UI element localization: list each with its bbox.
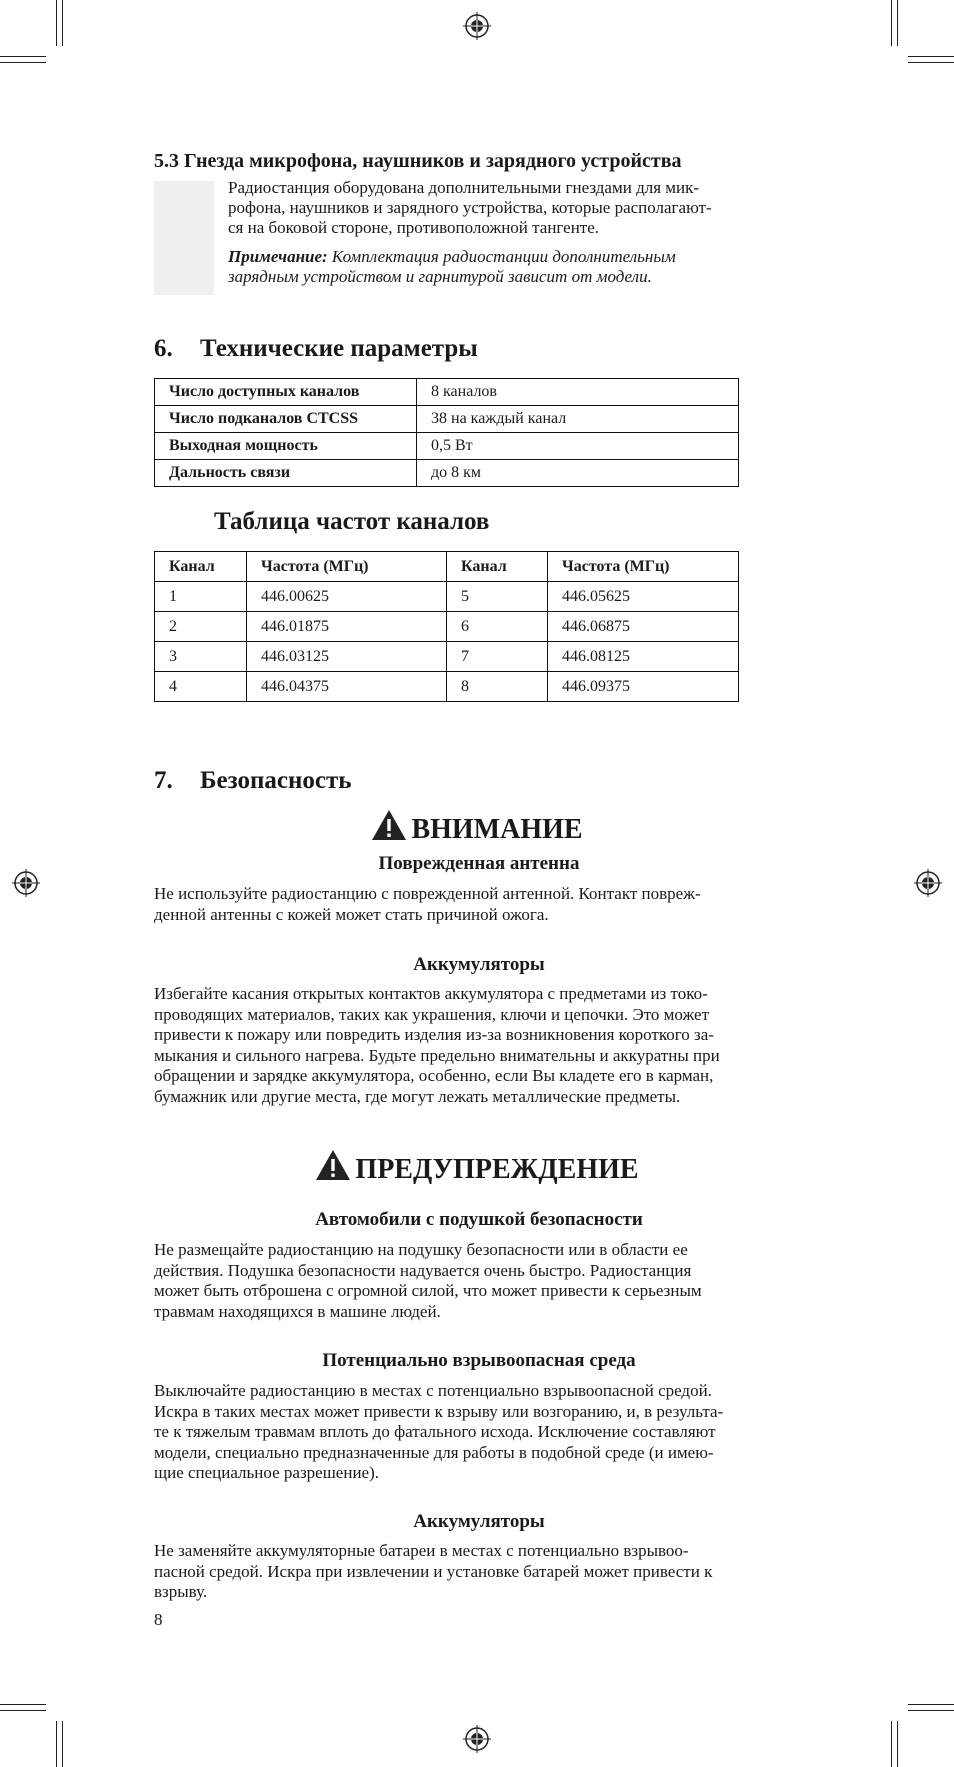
crop-mark <box>0 1704 46 1705</box>
crop-mark <box>908 1710 954 1711</box>
crop-mark <box>908 56 954 57</box>
registration-mark-icon <box>12 869 40 897</box>
section-7-heading: 7. Безопасность <box>154 767 352 794</box>
registration-mark-icon <box>463 12 491 40</box>
page-number: 8 <box>154 1610 163 1629</box>
crop-mark <box>0 1710 46 1711</box>
table-row: 4 446.04375 8 446.09375 <box>155 672 739 702</box>
crop-mark <box>908 1704 954 1705</box>
table-row: Выходная мощность 0,5 Вт <box>155 433 739 460</box>
table-row: 3 446.03125 7 446.08125 <box>155 642 739 672</box>
freq-table-title: Таблица частот каналов <box>214 508 490 535</box>
section-6-heading: 6. Технические параметры <box>154 335 478 362</box>
table-header-row: Канал Частота (МГц) Канал Частота (МГц) <box>155 552 739 582</box>
table-row: Число доступных каналов 8 каналов <box>155 379 739 406</box>
section-5-3-title: 5.3 Гнезда микрофона, наушников и зарядного устройства <box>154 150 682 172</box>
crop-mark <box>891 1721 892 1767</box>
antenna-paragraph: Не используйте радиостанцию с поврежденной антенной. Контакт повреж- денной антенны с кожей может стать причиной ожога. <box>154 884 701 924</box>
crop-mark <box>0 56 46 57</box>
crop-mark <box>56 0 57 46</box>
battery2-subheading: Аккумуляторы <box>413 1511 545 1532</box>
caution-heading: ВНИМАНИЕ <box>0 809 954 846</box>
table-row: Число подканалов CTCSS 38 на каждый канал <box>155 406 739 433</box>
airbag-subheading: Автомобили с подушкой безопасности <box>315 1209 643 1230</box>
battery-subheading: Аккумуляторы <box>413 954 545 975</box>
crop-mark <box>891 0 892 46</box>
table-row: 2 446.01875 6 446.06875 <box>155 612 739 642</box>
explosive-subheading: Потенциально взрывоопасная среда <box>322 1350 636 1371</box>
antenna-subheading: Поврежденная антенна <box>378 853 580 874</box>
crop-mark <box>897 0 898 46</box>
section-5-3-sidebar <box>154 181 214 295</box>
crop-mark <box>897 1721 898 1767</box>
spec-table <box>154 378 739 487</box>
table-row: 1 446.00625 5 446.05625 <box>155 582 739 612</box>
warning-triangle-icon <box>371 809 407 841</box>
section-5-3-note: Примечание: Комплектация радиостанции дополнительным зарядным устройством и гарнитурой зависит от модели. <box>228 247 676 286</box>
crop-mark <box>0 62 46 63</box>
airbag-paragraph: Не размещайте радиостанцию на подушку безопасности или в области ее действия. Подушка безопасности надувается очень быстро. Радиостанция может быть отброшена с огромной силой, что может привести к серьезным травмам находящихся в машине людей. <box>154 1240 702 1321</box>
explosive-paragraph: Выключайте радиостанцию в местах с потенциально взрывоопасной средой. Искра в таких местах может привести к взрыву или возгоранию, и, в результа- те к тяжелым травмам вплоть до фатального исхода. Исключение составляют модели, специально предназначенные для работы в подобной среде (и имею- щие специальное разрешение). <box>154 1381 724 1482</box>
registration-mark-icon <box>463 1725 491 1753</box>
table-row: Дальность связи до 8 км <box>155 460 739 487</box>
warning-triangle-icon <box>315 1149 351 1181</box>
warning-heading: ПРЕДУПРЕЖДЕНИЕ <box>0 1149 954 1186</box>
crop-mark <box>62 1721 63 1767</box>
crop-mark <box>908 62 954 63</box>
freq-table <box>154 551 739 702</box>
crop-mark <box>62 0 63 46</box>
section-5-3-text: Радиостанция оборудована дополнительными гнездами для мик- рофона, наушников и зарядного устройства, которые располагают- ся на боковой стороне, противоположной тангенте. <box>228 178 712 237</box>
crop-mark <box>56 1721 57 1767</box>
battery2-paragraph: Не заменяйте аккумуляторные батареи в местах с потенциально взрывоо- пасной средой. Искра при извлечении и установке батарей может привести к взрыву. <box>154 1541 713 1601</box>
battery-paragraph: Избегайте касания открытых контактов аккумулятора с предметами из токо- проводящих материалов, таких как украшения, ключи и цепочки. Это может привести к пожару или повредить изделия из-за возникновения короткого за- мыкания и сильного нагрева. Будьте предельно внимательны и аккуратны при обращении и зарядке аккумулятора, особенно, если Вы кладете его в карман, бумажник или другие места, где могут лежать металлические предметы. <box>154 984 720 1106</box>
note-label: Примечание: <box>228 247 328 266</box>
registration-mark-icon <box>914 869 942 897</box>
